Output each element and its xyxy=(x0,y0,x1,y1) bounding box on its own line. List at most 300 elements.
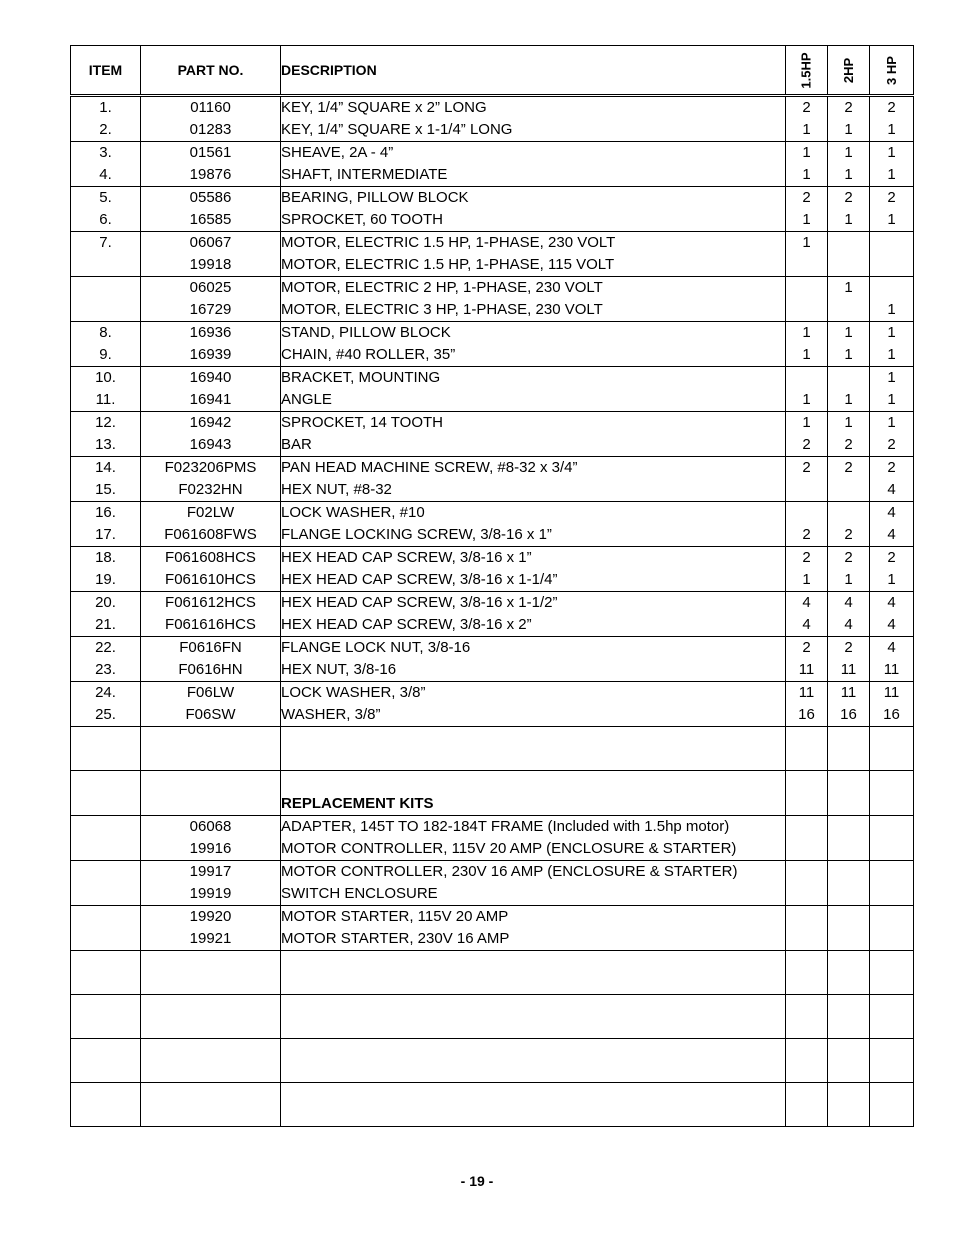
empty-row xyxy=(71,951,914,995)
item-number xyxy=(71,883,141,906)
part-description: BAR xyxy=(281,434,786,457)
table-row xyxy=(71,344,914,367)
part-description: HEX NUT, #8-32 xyxy=(281,479,786,502)
item-number: 7. xyxy=(71,232,141,255)
kits-group xyxy=(71,861,914,906)
part-description: HEX HEAD CAP SCREW, 3/8-16 x 1” xyxy=(281,547,786,570)
item-number: 6. xyxy=(71,209,141,232)
qty-3hp: 1 xyxy=(870,209,914,232)
table-row xyxy=(71,637,914,660)
part-number: 19919 xyxy=(141,883,281,906)
empty-cell xyxy=(828,1083,870,1127)
parts-group xyxy=(71,682,914,727)
part-description: MOTOR, ELECTRIC 1.5 HP, 1-PHASE, 115 VOLT xyxy=(281,254,786,277)
empty-cell xyxy=(281,727,786,771)
empty-cell xyxy=(71,1039,141,1083)
item-number xyxy=(71,816,141,839)
column-header-description: DESCRIPTION xyxy=(281,46,786,96)
table-row xyxy=(71,299,914,322)
qty-3hp: 4 xyxy=(870,502,914,525)
empty-cell xyxy=(281,951,786,995)
table-row xyxy=(71,434,914,457)
empty-cell xyxy=(786,727,828,771)
item-number: 11. xyxy=(71,389,141,412)
table-row xyxy=(71,592,914,615)
qty-3hp: 1 xyxy=(870,569,914,592)
part-description: ANGLE xyxy=(281,389,786,412)
part-description: STAND, PILLOW BLOCK xyxy=(281,322,786,345)
item-number xyxy=(71,861,141,884)
qty-1-5hp: 2 xyxy=(786,96,828,120)
part-description: ADAPTER, 145T TO 182-184T FRAME (Included with 1.5hp motor) xyxy=(281,816,786,839)
qty-3hp: 4 xyxy=(870,592,914,615)
qty-1-5hp: 1 xyxy=(786,232,828,255)
empty-row-group xyxy=(71,1039,914,1083)
part-number: 05586 xyxy=(141,187,281,210)
empty-cell xyxy=(870,995,914,1039)
qty-1-5hp: 1 xyxy=(786,322,828,345)
table-row xyxy=(71,569,914,592)
qty-1-5hp: 11 xyxy=(786,682,828,705)
empty-cell xyxy=(71,995,141,1039)
qty-1-5hp: 1 xyxy=(786,569,828,592)
parts-group xyxy=(71,637,914,682)
qty-3hp: 2 xyxy=(870,457,914,480)
part-number: 19876 xyxy=(141,164,281,187)
qty-1-5hp xyxy=(786,883,828,906)
empty-cell xyxy=(141,951,281,995)
item-number: 2. xyxy=(71,119,141,142)
item-number: 23. xyxy=(71,659,141,682)
replacement-kits-heading: REPLACEMENT KITS xyxy=(281,793,786,816)
table-row xyxy=(71,704,914,727)
column-header-1-5hp-label: 1.5HP xyxy=(798,52,814,89)
part-description: HEX HEAD CAP SCREW, 3/8-16 x 1-1/4” xyxy=(281,569,786,592)
qty-1-5hp xyxy=(786,502,828,525)
empty-cell xyxy=(828,1039,870,1083)
part-number: 01160 xyxy=(141,96,281,120)
qty-3hp: 1 xyxy=(870,322,914,345)
table-row xyxy=(71,142,914,165)
part-number: 16943 xyxy=(141,434,281,457)
empty-cell xyxy=(141,771,281,794)
part-description: FLANGE LOCK NUT, 3/8-16 xyxy=(281,637,786,660)
empty-row-group xyxy=(71,951,914,995)
part-number: 19920 xyxy=(141,906,281,929)
parts-group xyxy=(71,142,914,187)
part-number: F0232HN xyxy=(141,479,281,502)
empty-cell xyxy=(786,995,828,1039)
qty-2hp xyxy=(828,838,870,861)
table-row xyxy=(71,816,914,839)
table-row xyxy=(71,254,914,277)
qty-1-5hp: 2 xyxy=(786,524,828,547)
part-number: F06SW xyxy=(141,704,281,727)
column-header-3hp-label: 3 HP xyxy=(884,56,899,85)
qty-1-5hp xyxy=(786,479,828,502)
parts-list-table xyxy=(70,45,914,1127)
qty-2hp xyxy=(828,254,870,277)
qty-1-5hp xyxy=(786,928,828,951)
part-number: 01561 xyxy=(141,142,281,165)
qty-2hp: 1 xyxy=(828,389,870,412)
item-number: 25. xyxy=(71,704,141,727)
item-number xyxy=(71,906,141,929)
part-description: MOTOR STARTER, 230V 16 AMP xyxy=(281,928,786,951)
part-description: HEX HEAD CAP SCREW, 3/8-16 x 1-1/2” xyxy=(281,592,786,615)
part-description: LOCK WASHER, 3/8” xyxy=(281,682,786,705)
part-number: F02LW xyxy=(141,502,281,525)
table-row xyxy=(71,96,914,120)
empty-cell xyxy=(870,951,914,995)
empty-cell xyxy=(281,771,786,794)
empty-cell xyxy=(141,1083,281,1127)
qty-3hp: 11 xyxy=(870,659,914,682)
qty-3hp: 1 xyxy=(870,142,914,165)
qty-2hp xyxy=(828,479,870,502)
item-number: 18. xyxy=(71,547,141,570)
part-number: 16936 xyxy=(141,322,281,345)
part-number: 16729 xyxy=(141,299,281,322)
qty-2hp: 1 xyxy=(828,209,870,232)
empty-cell xyxy=(786,793,828,816)
column-header-2hp-label: 2HP xyxy=(840,57,856,84)
part-number: 01283 xyxy=(141,119,281,142)
item-number: 20. xyxy=(71,592,141,615)
empty-row-group xyxy=(71,1083,914,1127)
empty-cell xyxy=(281,995,786,1039)
table-row xyxy=(71,412,914,435)
part-description: HEX HEAD CAP SCREW, 3/8-16 x 2” xyxy=(281,614,786,637)
parts-group xyxy=(71,547,914,592)
qty-1-5hp: 2 xyxy=(786,187,828,210)
qty-2hp xyxy=(828,928,870,951)
part-number: 19916 xyxy=(141,838,281,861)
empty-row-group xyxy=(71,995,914,1039)
table-row xyxy=(71,389,914,412)
part-number: F061608FWS xyxy=(141,524,281,547)
qty-3hp xyxy=(870,838,914,861)
parts-group xyxy=(71,232,914,277)
empty-cell xyxy=(141,1039,281,1083)
item-number xyxy=(71,838,141,861)
qty-2hp: 2 xyxy=(828,524,870,547)
page-number: - 19 - xyxy=(460,1173,494,1189)
table-row xyxy=(71,277,914,300)
part-description: BEARING, PILLOW BLOCK xyxy=(281,187,786,210)
qty-1-5hp: 1 xyxy=(786,209,828,232)
qty-3hp: 16 xyxy=(870,704,914,727)
item-number: 4. xyxy=(71,164,141,187)
qty-3hp: 2 xyxy=(870,96,914,120)
empty-cell xyxy=(870,727,914,771)
qty-3hp xyxy=(870,861,914,884)
qty-3hp: 2 xyxy=(870,187,914,210)
qty-2hp xyxy=(828,502,870,525)
empty-cell xyxy=(71,771,141,794)
table-row xyxy=(71,119,914,142)
item-number xyxy=(71,299,141,322)
qty-2hp: 2 xyxy=(828,187,870,210)
item-number: 15. xyxy=(71,479,141,502)
part-number: F0616FN xyxy=(141,637,281,660)
qty-1-5hp xyxy=(786,816,828,839)
qty-1-5hp: 1 xyxy=(786,164,828,187)
empty-cell xyxy=(786,951,828,995)
qty-1-5hp: 1 xyxy=(786,142,828,165)
item-number: 5. xyxy=(71,187,141,210)
item-number xyxy=(71,928,141,951)
column-header-1-5hp xyxy=(786,46,828,96)
part-description: SHEAVE, 2A - 4” xyxy=(281,142,786,165)
empty-cell xyxy=(786,1083,828,1127)
column-header-item: ITEM xyxy=(71,46,141,96)
parts-group xyxy=(71,412,914,457)
item-number xyxy=(71,277,141,300)
qty-2hp: 1 xyxy=(828,164,870,187)
empty-cell xyxy=(71,793,141,816)
table-row xyxy=(71,906,914,929)
empty-cell xyxy=(71,727,141,771)
empty-cell xyxy=(71,951,141,995)
empty-cell xyxy=(828,771,870,794)
table-row xyxy=(71,614,914,637)
empty-cell xyxy=(828,995,870,1039)
qty-3hp: 2 xyxy=(870,434,914,457)
part-number: 19917 xyxy=(141,861,281,884)
empty-cell xyxy=(870,771,914,794)
qty-2hp: 1 xyxy=(828,142,870,165)
part-description: SHAFT, INTERMEDIATE xyxy=(281,164,786,187)
part-description: SWITCH ENCLOSURE xyxy=(281,883,786,906)
qty-1-5hp xyxy=(786,838,828,861)
item-number: 3. xyxy=(71,142,141,165)
qty-3hp: 1 xyxy=(870,344,914,367)
qty-2hp: 4 xyxy=(828,592,870,615)
parts-group xyxy=(71,187,914,232)
qty-3hp xyxy=(870,883,914,906)
qty-2hp xyxy=(828,906,870,929)
parts-group xyxy=(71,592,914,637)
qty-3hp: 1 xyxy=(870,412,914,435)
item-number: 10. xyxy=(71,367,141,390)
table-row xyxy=(71,367,914,390)
table-row xyxy=(71,861,914,884)
qty-2hp: 1 xyxy=(828,119,870,142)
qty-1-5hp: 16 xyxy=(786,704,828,727)
part-number: 06068 xyxy=(141,816,281,839)
empty-cell xyxy=(828,951,870,995)
qty-2hp xyxy=(828,299,870,322)
qty-1-5hp: 1 xyxy=(786,389,828,412)
table-row xyxy=(71,838,914,861)
empty-cell xyxy=(71,1083,141,1127)
qty-3hp: 1 xyxy=(870,299,914,322)
qty-1-5hp xyxy=(786,277,828,300)
qty-1-5hp: 4 xyxy=(786,614,828,637)
parts-group xyxy=(71,277,914,322)
table-row xyxy=(71,547,914,570)
item-number: 8. xyxy=(71,322,141,345)
part-number: 16940 xyxy=(141,367,281,390)
parts-group xyxy=(71,502,914,547)
table-row xyxy=(71,187,914,210)
qty-1-5hp xyxy=(786,861,828,884)
item-number: 16. xyxy=(71,502,141,525)
qty-2hp xyxy=(828,232,870,255)
part-number: F061610HCS xyxy=(141,569,281,592)
part-number: F023206PMS xyxy=(141,457,281,480)
empty-cell xyxy=(141,727,281,771)
qty-2hp: 1 xyxy=(828,412,870,435)
qty-3hp: 1 xyxy=(870,389,914,412)
qty-2hp: 4 xyxy=(828,614,870,637)
table-row xyxy=(71,928,914,951)
part-description: MOTOR CONTROLLER, 115V 20 AMP (ENCLOSURE & STARTER) xyxy=(281,838,786,861)
part-description: CHAIN, #40 ROLLER, 35” xyxy=(281,344,786,367)
qty-2hp xyxy=(828,883,870,906)
qty-1-5hp: 1 xyxy=(786,344,828,367)
part-number: F061616HCS xyxy=(141,614,281,637)
qty-2hp: 11 xyxy=(828,682,870,705)
item-number: 21. xyxy=(71,614,141,637)
part-number: 16941 xyxy=(141,389,281,412)
qty-2hp: 1 xyxy=(828,277,870,300)
qty-3hp: 4 xyxy=(870,637,914,660)
qty-2hp: 1 xyxy=(828,344,870,367)
part-description: MOTOR STARTER, 115V 20 AMP xyxy=(281,906,786,929)
item-number: 9. xyxy=(71,344,141,367)
table-row xyxy=(71,524,914,547)
part-number: F061608HCS xyxy=(141,547,281,570)
empty-cell xyxy=(786,1039,828,1083)
qty-2hp: 16 xyxy=(828,704,870,727)
empty-cell xyxy=(141,995,281,1039)
part-number: 19921 xyxy=(141,928,281,951)
empty-row xyxy=(71,1083,914,1127)
qty-3hp xyxy=(870,232,914,255)
empty-cell xyxy=(786,771,828,794)
qty-3hp: 1 xyxy=(870,119,914,142)
part-description: SPROCKET, 60 TOOTH xyxy=(281,209,786,232)
empty-cell xyxy=(281,1083,786,1127)
table-row xyxy=(71,232,914,255)
part-description: KEY, 1/4” SQUARE x 1-1/4” LONG xyxy=(281,119,786,142)
empty-cell xyxy=(281,1039,786,1083)
part-description: SPROCKET, 14 TOOTH xyxy=(281,412,786,435)
qty-2hp: 2 xyxy=(828,547,870,570)
qty-3hp xyxy=(870,254,914,277)
parts-group xyxy=(71,457,914,502)
qty-1-5hp xyxy=(786,254,828,277)
kits-group xyxy=(71,906,914,951)
part-description: MOTOR, ELECTRIC 3 HP, 1-PHASE, 230 VOLT xyxy=(281,299,786,322)
column-header-2hp xyxy=(828,46,870,96)
qty-1-5hp: 1 xyxy=(786,412,828,435)
qty-3hp xyxy=(870,816,914,839)
part-number: F061612HCS xyxy=(141,592,281,615)
item-number: 17. xyxy=(71,524,141,547)
qty-3hp: 4 xyxy=(870,479,914,502)
qty-2hp xyxy=(828,861,870,884)
qty-1-5hp: 2 xyxy=(786,547,828,570)
qty-3hp: 4 xyxy=(870,614,914,637)
part-number: 19918 xyxy=(141,254,281,277)
parts-group xyxy=(71,322,914,367)
qty-3hp: 1 xyxy=(870,164,914,187)
qty-1-5hp: 2 xyxy=(786,434,828,457)
qty-1-5hp: 1 xyxy=(786,119,828,142)
qty-3hp: 11 xyxy=(870,682,914,705)
item-number: 1. xyxy=(71,96,141,120)
item-number: 24. xyxy=(71,682,141,705)
part-number: 16585 xyxy=(141,209,281,232)
column-header-part-no: PART NO. xyxy=(141,46,281,96)
qty-1-5hp: 11 xyxy=(786,659,828,682)
part-number: 16942 xyxy=(141,412,281,435)
qty-2hp: 2 xyxy=(828,434,870,457)
part-description: MOTOR, ELECTRIC 1.5 HP, 1-PHASE, 230 VOLT xyxy=(281,232,786,255)
empty-cell xyxy=(870,1039,914,1083)
parts-group xyxy=(71,96,914,142)
part-number: 16939 xyxy=(141,344,281,367)
column-header-3hp xyxy=(870,46,914,96)
item-number: 12. xyxy=(71,412,141,435)
qty-1-5hp: 2 xyxy=(786,457,828,480)
table-row xyxy=(71,479,914,502)
part-number: F06LW xyxy=(141,682,281,705)
empty-row xyxy=(71,995,914,1039)
part-description: HEX NUT, 3/8-16 xyxy=(281,659,786,682)
qty-1-5hp: 2 xyxy=(786,637,828,660)
table-row xyxy=(71,164,914,187)
qty-1-5hp xyxy=(786,906,828,929)
kits-heading-row xyxy=(71,793,914,816)
part-description: WASHER, 3/8” xyxy=(281,704,786,727)
table-row xyxy=(71,322,914,345)
part-description: PAN HEAD MACHINE SCREW, #8-32 x 3/4” xyxy=(281,457,786,480)
qty-2hp: 2 xyxy=(828,637,870,660)
empty-cell xyxy=(870,1083,914,1127)
qty-1-5hp xyxy=(786,367,828,390)
qty-2hp: 1 xyxy=(828,569,870,592)
kits-heading-group xyxy=(71,771,914,816)
qty-2hp: 2 xyxy=(828,457,870,480)
table-row xyxy=(71,883,914,906)
part-description: BRACKET, MOUNTING xyxy=(281,367,786,390)
part-description: MOTOR CONTROLLER, 230V 16 AMP (ENCLOSURE & STARTER) xyxy=(281,861,786,884)
qty-3hp: 4 xyxy=(870,524,914,547)
qty-2hp: 2 xyxy=(828,96,870,120)
part-description: LOCK WASHER, #10 xyxy=(281,502,786,525)
qty-2hp: 11 xyxy=(828,659,870,682)
empty-row-group xyxy=(71,727,914,771)
qty-2hp: 1 xyxy=(828,322,870,345)
empty-cell xyxy=(870,793,914,816)
qty-3hp: 2 xyxy=(870,547,914,570)
table-row xyxy=(71,209,914,232)
empty-row xyxy=(71,1039,914,1083)
table-row xyxy=(71,659,914,682)
empty-cell xyxy=(828,793,870,816)
qty-3hp xyxy=(870,906,914,929)
item-number: 14. xyxy=(71,457,141,480)
qty-1-5hp xyxy=(786,299,828,322)
part-description: MOTOR, ELECTRIC 2 HP, 1-PHASE, 230 VOLT xyxy=(281,277,786,300)
part-description: FLANGE LOCKING SCREW, 3/8-16 x 1” xyxy=(281,524,786,547)
part-number: 06067 xyxy=(141,232,281,255)
part-description: KEY, 1/4” SQUARE x 2” LONG xyxy=(281,96,786,120)
